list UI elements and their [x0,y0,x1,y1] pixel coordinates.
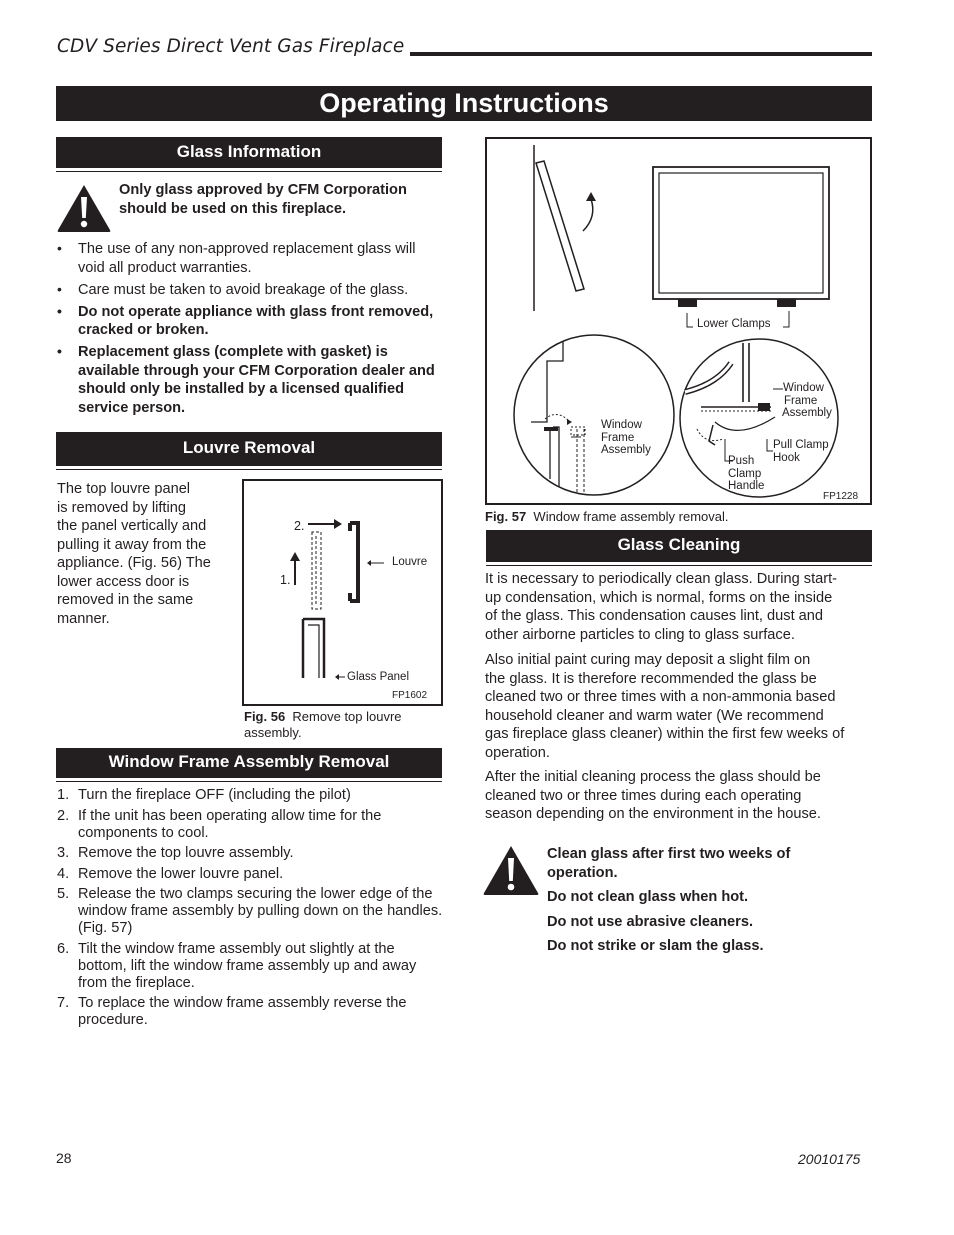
glass-warning-line-2: should be used on this fireplace. [119,201,347,217]
text-line: is removed by lifting [57,499,186,516]
louvre-diagram-drawing [244,481,441,704]
figure-number: Fig. 57 [485,509,527,524]
cleaning-warning-line-5: Do not strike or slam the glass. [547,938,764,954]
text-line: the panel vertically and [57,518,207,534]
list-item: 4. Remove the lower louvre panel. [57,865,284,882]
page-title: Operating Instructions [56,86,872,121]
window-frame-steps-list [57,787,447,1033]
caption-text: Remove top louvre [292,709,402,724]
lower-clamps-label: Lower Clamps [697,318,771,330]
warning-icon [56,183,112,233]
pull-clamp-hook-label: Pull Clamp Hook [773,439,829,464]
section-heading-window-frame-assembly-removal: Window Frame Assembly Removal [56,748,442,781]
louvre-removal-text [57,480,211,628]
figure-56-louvre-diagram [242,479,443,706]
text-line: lower access door is [57,573,190,590]
push-clamp-handle-label: Push Clamp Handle [728,455,765,492]
figure-56-caption [244,709,402,741]
window-frame-assembly-label-right: Window Frame Assembly [782,382,832,419]
list-item: • Care must be taken to avoid breakage of the glass. [56,281,444,300]
cleaning-warning-line-1: Clean glass after first two weeks of [547,846,791,862]
list-item: 1. Turn the fireplace OFF (including the pilot) [57,787,351,803]
glass-cleaning-paragraph-3: After the initial cleaning process the glass should be cleaned two or three times during each operating season depending on the environment in the house. [485,769,821,822]
warning-icon [482,844,540,896]
list-item: 3. Remove the top louvre assembly. [57,845,294,861]
window-frame-assembly-label-left: Window Frame Assembly [601,419,651,456]
cleaning-warning-line-4: Do not use abrasive cleaners. [547,914,754,930]
glass-cleaning-paragraph-2: Also initial paint curing may deposit a slight film on the glass. It is therefore recommended the glass be cleaned two or three times with a non-ammonia based household cleaner and warm water (We recommend gas fireplace glass cleaner) within the first few weeks of operation. [485,652,845,761]
figure-57-window-frame-diagram [485,137,872,505]
list-item: 6. Tilt the window frame assembly out slightly at the bottom, lift the window frame assembly up and away from the fireplace. [57,940,417,991]
document-number: 20010175 [798,1151,861,1167]
header-rule [410,52,872,56]
louvre-label: Louvre [392,556,428,568]
cleaning-warning-line-3: Do not clean glass when hot. [547,889,749,905]
list-item: • Do not operate appliance with glass front removed, cracked or broken. [56,303,444,340]
section-heading-glass-information: Glass Information [56,137,442,171]
text-line: The top louvre panel [57,481,191,497]
figure-number: Fig. 56 [244,709,286,724]
figure-code: FP1228 [823,491,859,502]
page-number: 28 [56,1150,72,1166]
text-line: removed in the same [57,592,194,608]
glass-cleaning-paragraph-1: It is necessary to periodically clean glass. During start- up condensation, which is normal, forms on the inside of the glass. This condensation causes lint, dust and other airborne particles to cling to glass surface. [485,571,838,643]
figure-code: FP1602 [392,690,428,701]
text-line: manner. [57,610,110,627]
caption-text: assembly. [244,725,302,740]
list-item: 2. If the unit has been operating allow time for the components to cool. [57,807,382,841]
glass-warning-line-1: Only glass approved by CFM Corporation [119,182,407,198]
figure-57-caption [485,509,728,525]
glass-information-list [56,240,444,421]
list-item: • The use of any non-approved replacement glass will void all product warranties. [56,240,444,277]
text-line: pulling it away from the [57,536,207,553]
list-item: • Replacement glass (complete with gasket) is available through your CFM Corporation dealer and should only be installed by a licensed qualified service person. [56,343,444,417]
glass-panel-label: Glass Panel [347,671,410,683]
step-1-label: 1. [280,573,291,587]
step-2-label: 2. [294,519,305,533]
cleaning-warning-line-2: operation. [547,865,618,881]
section-heading-louvre-removal: Louvre Removal [56,432,442,469]
list-item: 5. Release the two clamps securing the lower edge of the window frame assembly by pulling down on the handles. (Fig. 57) [57,886,443,936]
text-line: appliance. (Fig. 56) The [57,555,211,571]
caption-text: Window frame assembly removal. [533,509,729,524]
section-heading-glass-cleaning: Glass Cleaning [486,530,872,565]
list-item: 7. To replace the window frame assembly reverse the procedure. [57,995,407,1028]
document-header-title: CDV Series Direct Vent Gas Fireplace [57,36,405,57]
